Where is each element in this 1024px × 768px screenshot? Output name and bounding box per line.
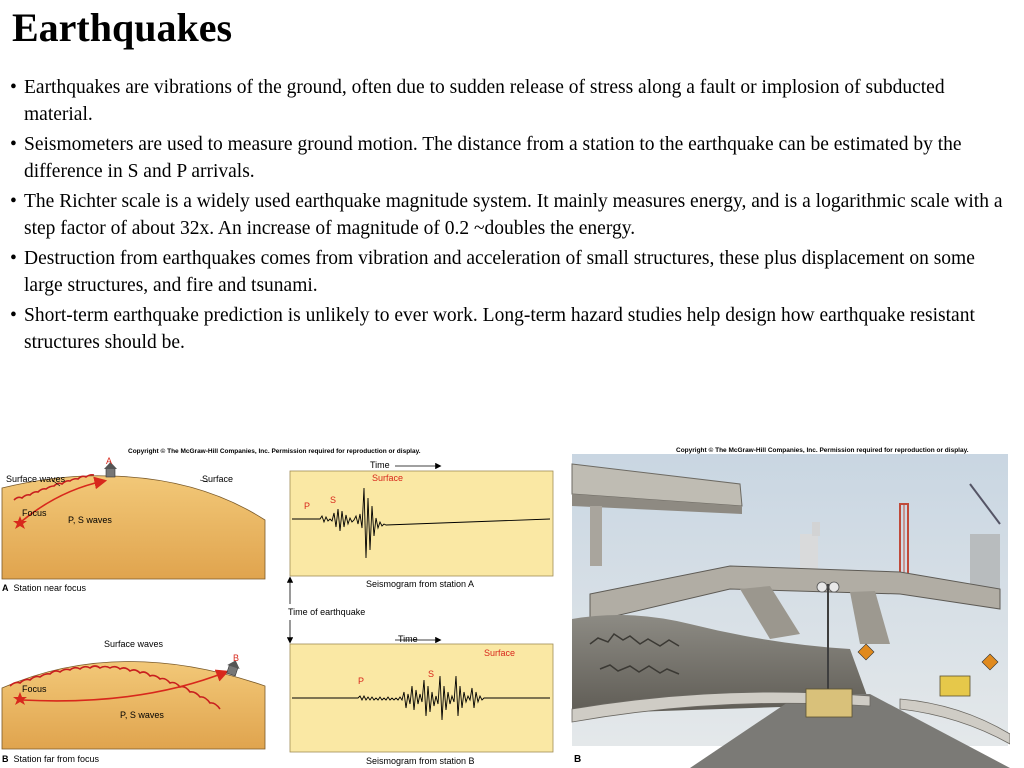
- bullet-text: Seismometers are used to measure ground motion. The distance from a station to the earthquake can be estimated by the difference in S and P arrivals.: [24, 134, 962, 182]
- bullet-item: [10, 188, 1010, 242]
- bullet-symbol: •: [10, 248, 17, 269]
- bullet-item: [10, 131, 1010, 185]
- bullet-item: [10, 302, 1010, 356]
- surface-waves-label-a: Surface waves: [6, 474, 66, 484]
- earth-cross-section-a: [2, 476, 265, 579]
- ps-waves-label-a: P, S waves: [68, 515, 112, 525]
- panel-b-caption-text: Station far from focus: [13, 754, 100, 764]
- p-arrival-label-a: P: [304, 501, 311, 511]
- bullet-text: Destruction from earthquakes comes from vibration and acceleration of small structures, these plus displacement on some large structures, and fire and tsunami.: [24, 248, 975, 296]
- s-arrival-label-b: S: [428, 669, 435, 679]
- bullet-list: [10, 74, 1010, 359]
- panel-a-caption-text: Station near focus: [13, 583, 87, 593]
- support-column: [590, 506, 602, 566]
- p-arrival-label-b: P: [358, 676, 365, 686]
- copyright-notice: Copyright © The McGraw-Hill Companies, Inc. Permission required for reproduction or display.: [128, 448, 421, 455]
- slide-title: Earthquakes: [12, 5, 233, 50]
- bullet-item: [10, 74, 1010, 128]
- seismic-wave-illustration: [0, 444, 560, 768]
- bullet-symbol: •: [10, 134, 17, 155]
- panel-a-letter: A: [2, 583, 9, 593]
- station-house-a: [106, 468, 115, 477]
- bullet-symbol: •: [10, 77, 17, 98]
- panel-b-caption: [2, 754, 99, 764]
- station-a-label: A: [106, 456, 113, 466]
- time-label-a: Time: [370, 460, 390, 470]
- generator-trailer: [806, 689, 852, 717]
- focus-label-a: Focus: [22, 508, 47, 518]
- photo-caption-letter: B: [574, 754, 582, 765]
- bullet-symbol: •: [10, 305, 17, 326]
- station-b-label: B: [233, 653, 240, 663]
- bullet-text: Earthquakes are vibrations of the ground, often due to sudden release of stress along a fault or implosion of subducted material.: [24, 77, 945, 125]
- ps-waves-label-b: P, S waves: [120, 710, 164, 720]
- surface-waves-label-b: Surface waves: [104, 639, 164, 649]
- photo-copyright-notice: Copyright © The McGraw-Hill Companies, Inc. Permission required for reproduction or display.: [676, 447, 969, 454]
- seismogram-b-caption: Seismogram from station B: [366, 756, 475, 766]
- s-arrival-label-a: S: [330, 495, 337, 505]
- time-label-b: Time: [398, 634, 418, 644]
- time-of-earthquake-label: Time of earthquake: [288, 607, 366, 617]
- bullet-symbol: •: [10, 191, 17, 212]
- bullet-item: [10, 245, 1010, 299]
- bullet-text: The Richter scale is a widely used earthquake magnitude system. It mainly measures energy, and is a logarithmic scale with a step factor of about 32x. An increase of magnitude of 0.2 ~doubles the energy.: [24, 191, 1003, 239]
- collapsed-freeway-photo: [570, 444, 1010, 768]
- seismic-wave-figure: [0, 444, 560, 768]
- surface-arrival-label-a: Surface: [372, 473, 404, 483]
- surface-label-a: Surface: [202, 474, 234, 484]
- panel-b-letter: B: [2, 754, 9, 764]
- surface-arrival-label-b: Surface: [484, 648, 516, 658]
- earth-cross-section-b: [2, 661, 265, 749]
- seismogram-a-caption: Seismogram from station A: [366, 579, 475, 589]
- panel-a-caption: [2, 583, 86, 593]
- bullet-text: Short-term earthquake prediction is unlikely to ever work. Long-term hazard studies help design how earthquake resistant structures should be.: [24, 305, 975, 353]
- collapsed-freeway-illustration: [570, 444, 1010, 768]
- focus-label-b: Focus: [22, 684, 47, 694]
